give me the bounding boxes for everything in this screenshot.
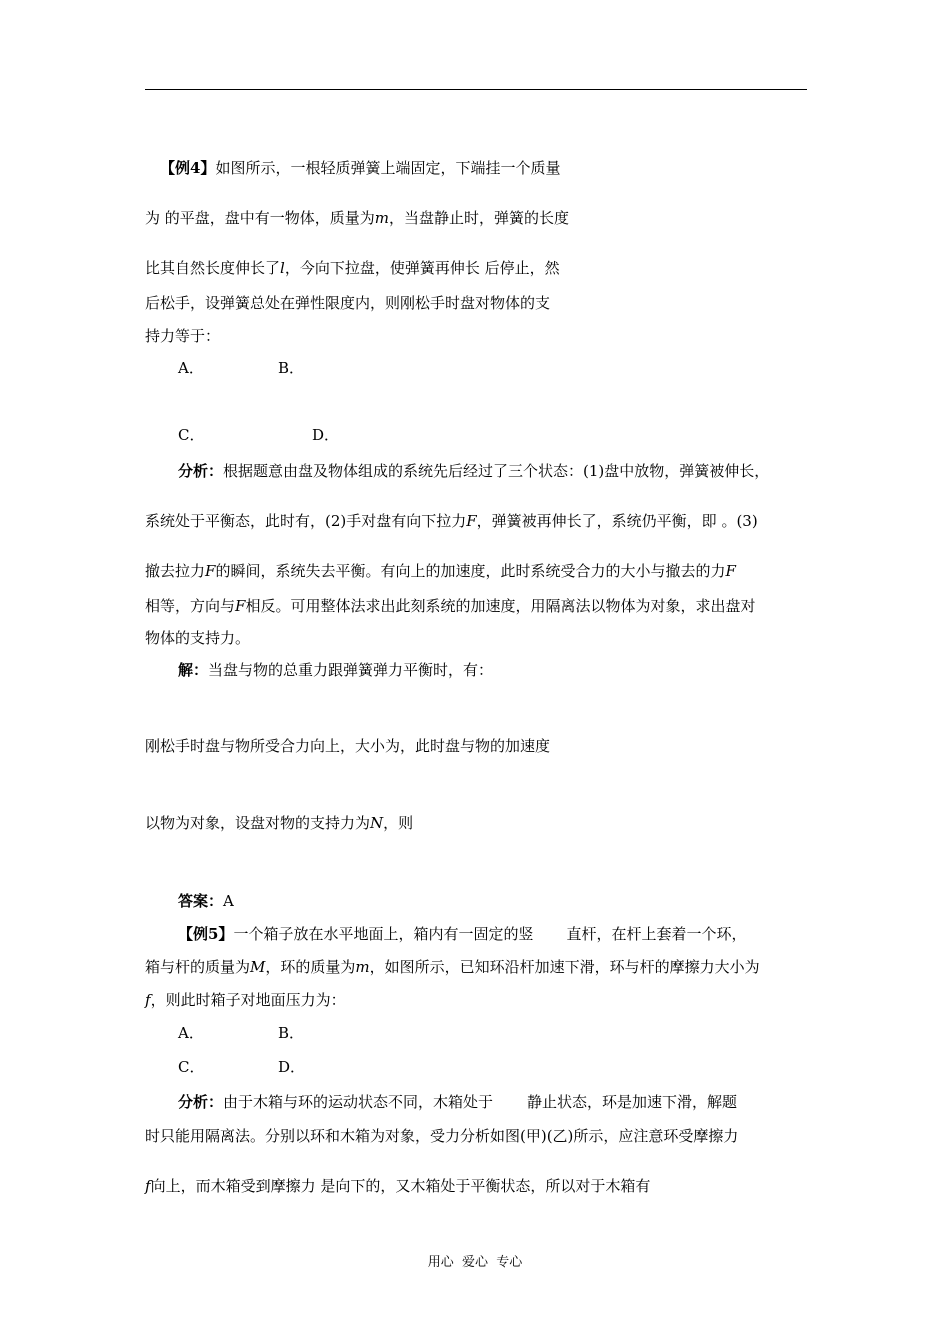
ex5-text: 箱与杆的质量为 — [145, 958, 251, 976]
analysis-text: 的瞬间，系统失去平衡。有向上的加速度，此时系统受合力的大小与撤去的力 — [215, 562, 726, 580]
ex5-line-1 — [178, 924, 746, 944]
symbol-M: M — [250, 958, 266, 976]
analysis-text: ，弹簧被再伸长了，系统仍平衡，即 。(3) — [476, 512, 758, 530]
header-rule — [145, 89, 807, 90]
ex4-line-3 — [145, 258, 560, 278]
ex4-option-d: D． — [312, 426, 340, 444]
symbol-F: F — [725, 562, 736, 580]
symbol-F: F — [205, 562, 216, 580]
analysis-text: 根据题意由盘及物体组成的系统先后经过了三个状态：(1)盘中放物，弹簧被伸长， — [223, 462, 770, 480]
ex5-option-b: B． — [278, 1024, 305, 1042]
ex5-analysis-line-3 — [145, 1176, 650, 1196]
symbol-F: F — [235, 597, 246, 615]
ex5-text: 一个箱子放在水平地面上，箱内有一固定的竖 — [233, 925, 534, 943]
ex4-line-5: 持力等于： — [145, 327, 221, 345]
analysis-label: 分析： — [178, 462, 224, 480]
ex4-analysis-line-4 — [145, 596, 755, 616]
analysis-text: 向上，而木箱受到摩擦力 是向下的，又木箱处于平衡状态，所以对于木箱有 — [150, 1177, 651, 1195]
symbol-l: l — [280, 259, 285, 277]
ex4-line-1 — [160, 158, 560, 178]
ex4-text: ，今向下拉盘，使弹簧再伸长 后停止，然 — [284, 259, 560, 277]
analysis-label: 分析： — [178, 1093, 224, 1111]
analysis-text: 由于木箱与环的运动状态不同，木箱处于 — [223, 1093, 494, 1111]
symbol-f: f — [145, 991, 151, 1009]
ex4-text: 比其自然长度伸长了 — [145, 259, 281, 277]
ex5-analysis-line-1 — [178, 1092, 737, 1112]
symbol-N: N — [370, 814, 384, 832]
analysis-text: 相等，方向与 — [145, 597, 236, 615]
analysis-text: 系统处于平衡态，此时有，(2)手对盘有向下拉力 — [145, 512, 467, 530]
ex4-analysis-line-5: 物体的支持力。 — [145, 629, 251, 647]
ex4-solution-line-1 — [178, 660, 493, 680]
solution-text: 以物为对象，设盘对物的支持力为 — [145, 814, 371, 832]
solution-text: 当盘与物的总重力跟弹簧弹力平衡时，有： — [208, 661, 494, 679]
ex4-analysis-line-1 — [178, 461, 769, 481]
ex4-line-2 — [145, 208, 569, 228]
ex5-option-a: A． — [178, 1024, 204, 1042]
ex5-line-2 — [145, 957, 760, 977]
ex4-line-4: 后松手，设弹簧总处在弹性限度内，则刚松手时盘对物体的支 — [145, 294, 551, 312]
analysis-text: 撤去拉力 — [145, 562, 206, 580]
ex5-tag: 【例5】 — [178, 925, 234, 943]
ex4-analysis-line-3 — [145, 561, 736, 581]
ex4-text: 如图所示，一根轻质弹簧上端固定，下端挂一个质量 — [215, 159, 561, 177]
ex5-analysis-line-2: 时只能用隔离法。分别以环和木箱为对象，受力分析如图(甲)(乙)所示，应注意环受摩擦力 — [145, 1127, 739, 1145]
ex4-solution-line-2: 刚松手时盘与物所受合力向上，大小为，此时盘与物的加速度 — [145, 737, 551, 755]
ex5-option-c: C． — [178, 1058, 205, 1076]
ex4-answer — [178, 891, 234, 911]
ex4-tag: 【例4】 — [160, 159, 216, 177]
symbol-F: F — [466, 512, 477, 530]
answer-value: A — [223, 892, 234, 910]
ex4-analysis-line-2 — [145, 511, 758, 531]
ex4-option-c: C． — [178, 426, 205, 444]
ex4-solution-line-3 — [145, 813, 413, 833]
ex5-line-3 — [145, 990, 346, 1010]
ex5-text: ，如图所示，已知环沿杆加速下滑，环与杆的摩擦力大小为 — [369, 958, 760, 976]
ex4-text: 为 的平盘，盘中有一物体，质量为 — [145, 209, 375, 227]
ex5-text: 直杆，在杆上套着一个环， — [566, 925, 747, 943]
ex4-option-a: A． — [178, 359, 204, 377]
analysis-text: 相反。可用整体法求出此刻系统的加速度，用隔离法以物体为对象，求出盘对 — [245, 597, 756, 615]
ex5-text: ，环的质量为 — [265, 958, 356, 976]
solution-text: ，则 — [383, 814, 414, 832]
symbol-m: m — [355, 958, 370, 976]
solution-label: 解： — [178, 661, 209, 679]
analysis-text: 静止状态，环是加速下滑，解题 — [527, 1093, 738, 1111]
symbol-m: m — [374, 209, 390, 227]
page-footer: 用心 爱心 专心 — [427, 1255, 523, 1270]
ex4-text: ，当盘静止时，弹簧的长度 — [389, 209, 570, 227]
ex4-option-b: B． — [278, 359, 305, 377]
answer-label: 答案： — [178, 892, 224, 910]
symbol-f: f — [145, 1177, 151, 1195]
ex5-option-d: D． — [278, 1058, 306, 1076]
ex5-text: ，则此时箱子对地面压力为： — [150, 991, 346, 1009]
